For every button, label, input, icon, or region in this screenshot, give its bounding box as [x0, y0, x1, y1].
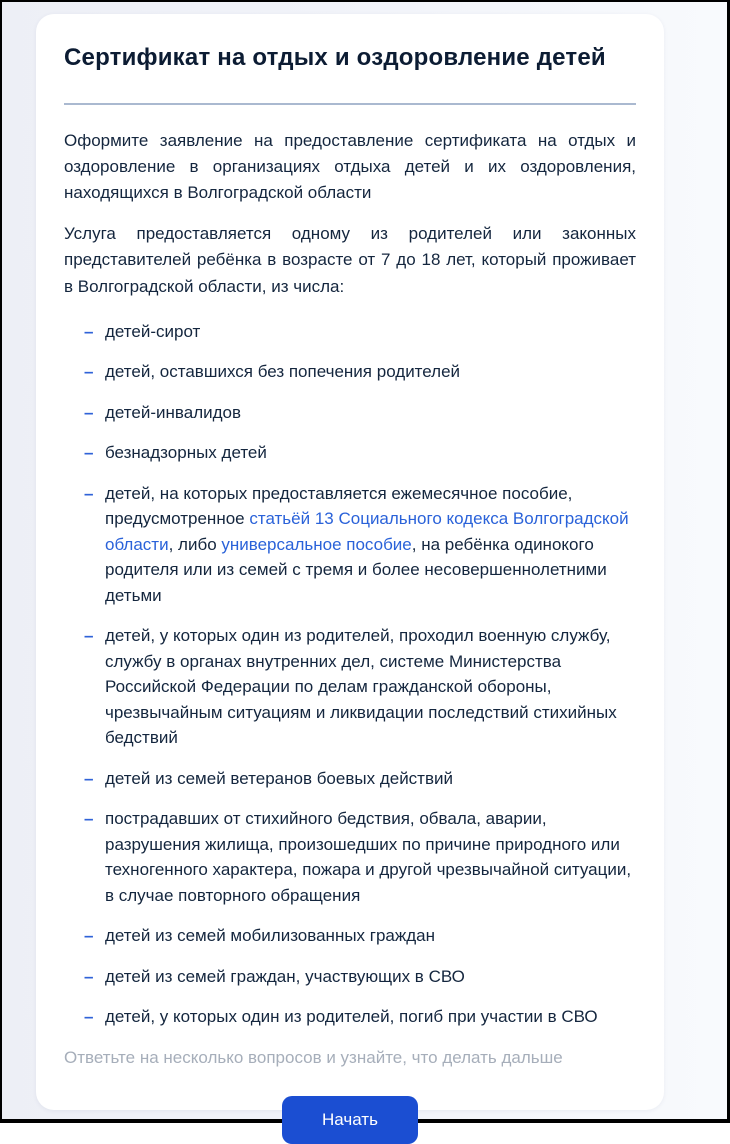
dash-bullet-icon: –	[84, 321, 94, 341]
list-item	[64, 400, 636, 426]
list-item	[64, 923, 636, 949]
list-item-text: детей-инвалидов	[105, 402, 242, 422]
list-item	[64, 964, 636, 990]
eligibility-list	[64, 319, 636, 1030]
social-code-article-link[interactable]: статьёй 13 Социального кодекса Волгоградской области	[105, 509, 629, 554]
list-item	[64, 1004, 636, 1030]
dash-bullet-icon: –	[84, 966, 94, 986]
list-item-text: детей из семей ветеранов боевых действий	[105, 768, 453, 788]
list-item-text-segment: , на ребёнка одинокого родителя или из семей с тремя и более несовершеннолетними детьми	[105, 534, 607, 605]
list-item	[64, 440, 636, 466]
list-item	[64, 481, 636, 609]
list-item	[64, 623, 636, 751]
dash-bullet-icon: –	[84, 926, 94, 946]
dash-bullet-icon: –	[84, 1007, 94, 1027]
list-item	[64, 359, 636, 385]
intro-paragraph-2: Услуга предоставляется одному из родителей или законных представителей ребёнка в возрасте от 7 до 18 лет, который проживает в Волгоградской области, из числа:	[64, 223, 636, 296]
button-row	[64, 1096, 636, 1144]
service-card	[36, 14, 664, 1130]
divider	[64, 103, 636, 105]
dash-bullet-icon: –	[84, 362, 94, 382]
universal-benefit-link[interactable]: универсальное пособие	[221, 534, 412, 554]
page-title: Сертификат на отдых и оздоровление детей	[64, 44, 606, 71]
list-item-text-segment: , либо	[168, 534, 222, 554]
dash-bullet-icon: –	[84, 809, 94, 829]
dash-bullet-icon: –	[84, 483, 94, 503]
dash-bullet-icon: –	[84, 402, 94, 422]
intro-paragraph-1: Оформите заявление на предоставление сертификата на отдых и оздоровление в организациях отдыха детей и их оздоровления, находящихся в Волгоградской области	[64, 130, 636, 203]
list-item	[64, 319, 636, 345]
list-item-text: детей из семей граждан, участвующих в СВО	[105, 966, 465, 986]
list-item-text: детей, у которых один из родителей, погиб при участии в СВО	[105, 1007, 598, 1027]
list-item-text	[105, 484, 629, 605]
dash-bullet-icon: –	[84, 626, 94, 646]
list-item	[64, 766, 636, 792]
list-item-text: детей, у которых один из родителей, проходил военную службу, службу в органах внутренних дел, системе Министерства Российской Федерации по делам гражданской обороны, чрезвычайным ситуациям и ликвидации последствий стихийных бедствий	[105, 626, 617, 748]
list-item-text: безнадзорных детей	[105, 443, 267, 463]
list-item-text: детей-сирот	[105, 321, 201, 341]
dash-bullet-icon: –	[84, 768, 94, 788]
list-item-text: детей из семей мобилизованных граждан	[105, 926, 436, 946]
list-item-text: детей, оставшихся без попечения родителей	[105, 362, 461, 382]
list-item	[64, 806, 636, 908]
list-item-text: пострадавших от стихийного бедствия, обвала, аварии, разрушения жилища, произошедших по причине природного или техногенного характера, пожара и другой чрезвычайной ситуации, в случае повторного обращения	[105, 809, 632, 905]
list-item-text-segment: детей, на которых предоставляется ежемесячное пособие, предусмотренное	[105, 483, 573, 529]
dash-bullet-icon: –	[84, 443, 94, 463]
start-button[interactable]: Начать	[282, 1096, 418, 1144]
answer-questions-hint: Ответьте на несколько вопросов и узнайте, что делать дальше	[64, 1047, 563, 1067]
